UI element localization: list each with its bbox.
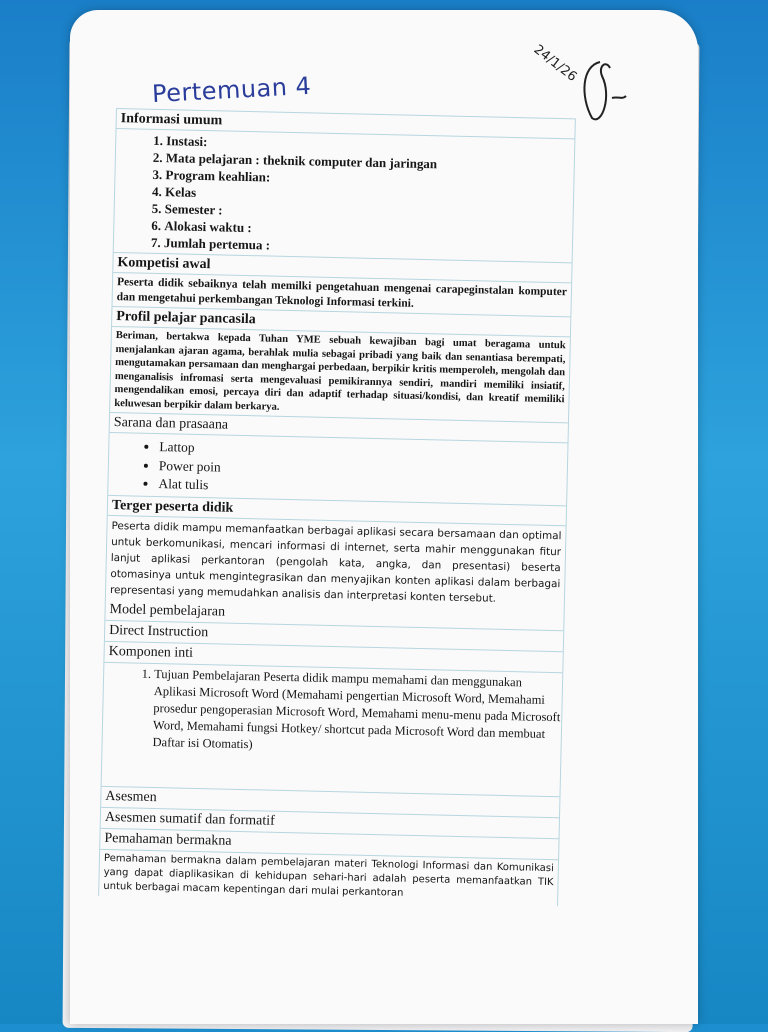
kompetisi-awal-heading: Kompetisi awal — [113, 252, 571, 283]
komponen-list — [102, 662, 562, 761]
list-item: 5. Semester : — [165, 200, 573, 226]
list-item: • Lattop — [159, 438, 567, 466]
list-item: 1. Tujuan Pembelajaran Peserta didik mampu memahami dan menggunakan Aplikasi Microsoft Word (Memahami pengertian Microsoft Word, Memahami prosedur pengoperasian Microsoft Word, Memahami menu-menu pada Microsoft Word, Memahami fungsi Hotkey/ shortcut pada Microsoft Word dan membuat Daftar isi Otomatis) — [152, 666, 562, 760]
model-value: Direct Instruction — [105, 620, 563, 651]
informasi-umum-list — [114, 129, 575, 262]
kompetisi-awal-text: Peserta didik sebaiknya telah memilki pengetahuan mengenai carapeginstalan komputer dan mengetahui perkembangan Teknologi Informasi terkini. — [116, 276, 568, 310]
list-item: 7. Jumlah pertemua : — [164, 234, 572, 260]
list-item: 6. Alokasi waktu : — [164, 217, 572, 243]
list-item: 2. Mata pelajaran : theknik computer dan jaringan — [166, 149, 574, 175]
sarana-list — [108, 433, 567, 505]
list-item: 4. Kelas — [165, 183, 573, 209]
handwritten-date: 24/1/26 — [530, 42, 580, 85]
pemahaman-heading: Pemahaman bermakna — [100, 828, 558, 859]
informasi-umum-heading: Informasi umum — [117, 108, 575, 139]
asesmen-value: Asesmen sumatif dan formatif — [101, 807, 559, 838]
document-content — [98, 108, 576, 906]
profil-heading: Profil pelajar pancasila — [112, 306, 570, 337]
komponen-heading: Komponen inti — [104, 641, 562, 672]
signature-mark — [572, 56, 632, 126]
sarana-heading: Sarana dan prasaana — [110, 412, 568, 443]
list-item: 3. Program keahlian: — [165, 166, 573, 192]
asesmen-heading: Asesmen — [101, 786, 559, 817]
target-text: Peserta didik mampu memanfaatkan berbagai aplikasi secara bersamaan dan optimal untuk berkomunikasi, mencari informasi di internet, serta mahir menggunakan fitur lanjut aplikasi perkantoran (pengolah kata, angka, dan presentasi) beserta otomasinya untuk mengintegrasikan dan menyajikan konten aplikasi dalam berbagai representasi yang memudahkan analisis dan interpretasi konten tersebut. — [109, 519, 562, 605]
list-item: • Alat tulis — [158, 475, 566, 503]
target-heading: Terger peserta didik — [108, 494, 566, 525]
pemahaman-text: Pemahaman bermakna dalam pembelajaran materi Teknologi Informasi dan Komunikasi yang dapat diaplikasikan di kehidupan sehari-hari adalah peserta memanfaatkan TIK untuk berbagai macam kepentingan dari mulai perkantoran — [103, 852, 554, 899]
section-informasi-umum — [98, 108, 576, 906]
profil-text: Beriman, bertakwa kepada Tuhan YME sebuah kewajiban bagi umat beragama untuk menjalankan ajaran agama, berahlak mulia sebagai pribadi yang baik dan senantiasa berempati, mengutamakan persamaan dan menghargai perbedaan, berpikir kritis memperoleh, mengolah dan menganalisis infromasi serta mengevaluasi pemikirannya sendiri, mandiri memiliki insiatif, mengendalikan emosi, percaya diri dan adaptif terhadap situasi/kondisi, dan kreatif memiliki keluwesan berpikir dalam berkarya. — [114, 330, 566, 413]
list-item: 1. Instasi: — [166, 132, 574, 158]
list-item: • Power poin — [159, 457, 567, 485]
handwritten-title: Pertemuan 4 — [151, 71, 312, 109]
model-heading: Model pembelajaran — [105, 599, 563, 630]
